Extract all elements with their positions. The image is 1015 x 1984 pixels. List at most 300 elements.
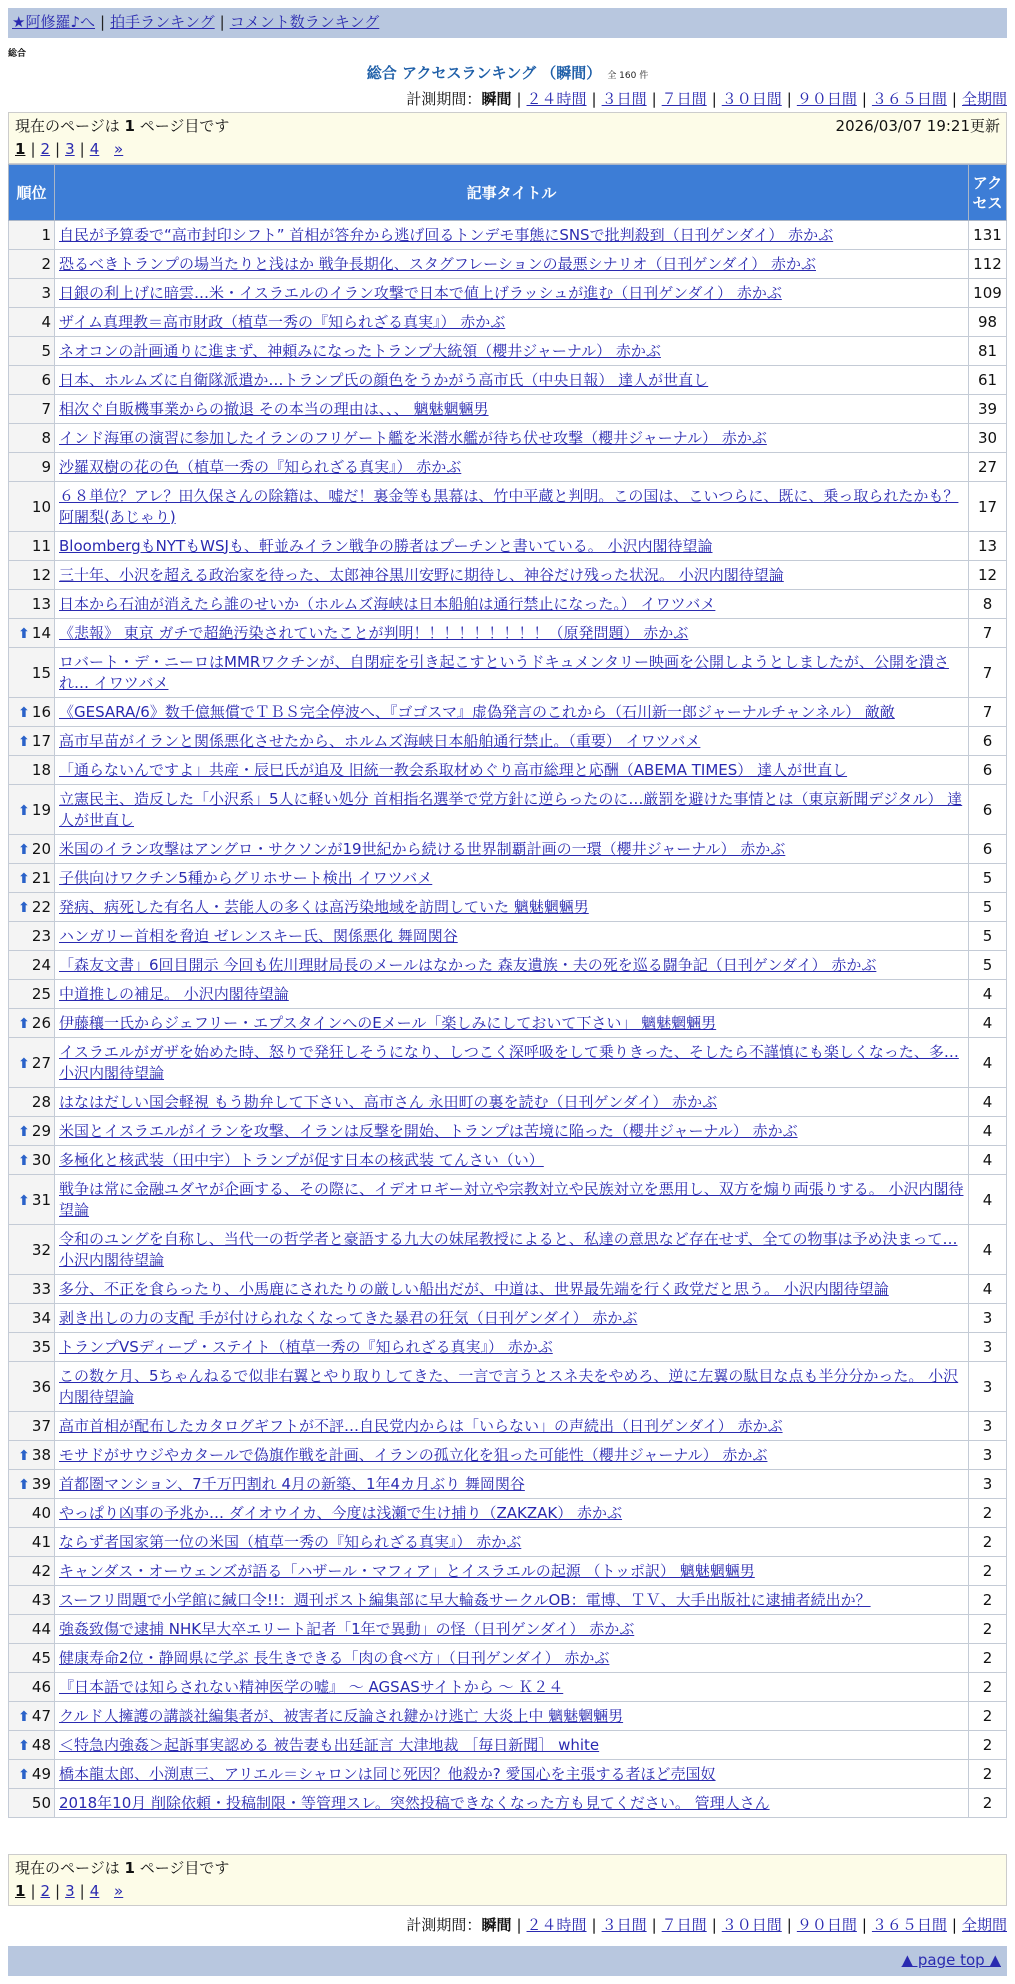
title-cell: [55, 727, 969, 756]
access-count: 2: [969, 1731, 1007, 1760]
title-cell: [55, 1441, 969, 1470]
access-count: 30: [969, 424, 1007, 453]
article-title-link[interactable]: イスラエルがガザを始めた時、怒りで発狂しそうになり、しつこく深呼吸をして乗りきった、そしたら不謹慎にも楽しくなった、多… 小沢内閣待望論: [59, 1042, 959, 1082]
table-row: [9, 482, 1007, 532]
article-title-link[interactable]: 子供向けワクチン5種からグリホサート検出 イワツバメ: [59, 868, 433, 887]
title-column-header: 記事タイトル: [55, 165, 969, 221]
rank-number: 5: [41, 342, 51, 360]
ranking-table: [8, 164, 1007, 1818]
table-row: [9, 1362, 1007, 1412]
table-row: [9, 279, 1007, 308]
access-count: 12: [969, 561, 1007, 590]
article-title-link[interactable]: ＜特急内強姦＞起訴事実認める 被告妻も出廷証言 大津地裁 ［毎日新聞］ white: [59, 1735, 600, 1754]
rank-number: 24: [31, 956, 51, 974]
title-cell: [55, 1615, 969, 1644]
table-row: [9, 835, 1007, 864]
title-cell: [55, 1528, 969, 1557]
rank-number: 43: [31, 1591, 51, 1609]
access-count: 4: [969, 1225, 1007, 1275]
title-cell: [55, 785, 969, 835]
table-row: [9, 337, 1007, 366]
rank-number: 47: [31, 1707, 51, 1725]
title-cell: [55, 1789, 969, 1818]
rank-up-arrow-icon: ⬆: [18, 1016, 30, 1032]
rank-number: 45: [31, 1649, 51, 1667]
period-link[interactable]: ７日間: [661, 90, 707, 108]
rank-up-arrow-icon: ⬆: [18, 1709, 30, 1725]
access-count: 2: [969, 1528, 1007, 1557]
article-title-link[interactable]: 立憲民主、造反した「小沢系」5人に軽い処分 首相指名選挙で党方針に逆らったのに…厳罰を避けた事情とは（東京新聞デジタル） 達人が世直し: [59, 789, 963, 829]
title-cell: [55, 532, 969, 561]
rank-cell: [9, 1088, 55, 1117]
home-link[interactable]: ★阿修羅♪へ: [12, 13, 96, 31]
rank-cell: [9, 1528, 55, 1557]
pager-link[interactable]: 4: [89, 1882, 100, 1900]
article-title-link[interactable]: 恐るべきトランプの場当たりと浅はか 戦争長期化、スタグフレーションの最悪シナリオ（日刊ゲンダイ） 赤かぶ: [59, 254, 816, 273]
period-label: 計測期間：: [406, 90, 482, 108]
rank-cell: [9, 1789, 55, 1818]
article-title-link[interactable]: 「通らないんですよ」共産・辰巳氏が追及 旧統一教会系取材めぐり高市総理と応酬（ABEMA TIMES） 達人が世直し: [59, 760, 848, 779]
title-cell: [55, 980, 969, 1009]
article-title-link[interactable]: 多極化と核武装（田中宇）トランプが促す日本の核武装 てんさい（い）: [59, 1150, 544, 1169]
access-count: 98: [969, 308, 1007, 337]
rank-number: 25: [31, 985, 51, 1003]
period-link[interactable]: ３日間: [601, 90, 647, 108]
access-count: 6: [969, 785, 1007, 835]
rank-number: 7: [41, 400, 51, 418]
rank-cell: [9, 453, 55, 482]
rank-cell: [9, 337, 55, 366]
article-title-link[interactable]: 中道推しの補足。 小沢内閣待望論: [59, 984, 289, 1003]
pager-link[interactable]: 2: [40, 1882, 51, 1900]
title-cell: [55, 1557, 969, 1586]
rank-cell: [9, 395, 55, 424]
rank-cell: [9, 648, 55, 698]
pager-link[interactable]: 3: [65, 140, 75, 158]
article-title-link[interactable]: 健康寿命2位・静岡県に学ぶ 長生きできる「肉の食べ方」（日刊ゲンダイ） 赤かぶ: [59, 1648, 610, 1667]
rank-up-arrow-icon: ⬆: [18, 1767, 30, 1783]
article-title-link[interactable]: ハンガリー首相を脅迫 ゼレンスキー氏、関係悪化 舞岡関谷: [59, 926, 458, 945]
table-row: [9, 366, 1007, 395]
article-title-link[interactable]: 首都圏マンション、7千万円割れ 4月の新築、1年4カ月ぶり 舞岡関谷: [59, 1474, 525, 1493]
title-cell: [55, 1499, 969, 1528]
rank-cell: [9, 756, 55, 785]
rank-number: 23: [31, 927, 51, 945]
period-link[interactable]: ３日間: [601, 1916, 647, 1934]
access-count: 3: [969, 1470, 1007, 1499]
title-cell: [55, 279, 969, 308]
access-count: 8: [969, 590, 1007, 619]
access-count: 5: [969, 951, 1007, 980]
page-top-link[interactable]: ▲ page top ▲: [901, 1951, 1001, 1969]
title-cell: [55, 698, 969, 727]
access-count: 4: [969, 1275, 1007, 1304]
title-cell: [55, 1225, 969, 1275]
title-cell: [55, 1673, 969, 1702]
rank-cell: [9, 922, 55, 951]
category-label: 総合: [8, 49, 27, 59]
access-count: 39: [969, 395, 1007, 424]
pager-current: 1: [15, 1882, 26, 1900]
rank-cell: [9, 1146, 55, 1175]
access-count: 131: [969, 221, 1007, 250]
rank-up-arrow-icon: ⬆: [18, 1192, 30, 1209]
title-cell: [55, 482, 969, 532]
table-row: [9, 1441, 1007, 1470]
table-row: [9, 532, 1007, 561]
rank-up-arrow-icon: ⬆: [18, 1477, 30, 1493]
title-cell: [55, 1117, 969, 1146]
table-row: [9, 648, 1007, 698]
rank-cell: [9, 561, 55, 590]
title-cell: [55, 250, 969, 279]
article-title-link[interactable]: 剥き出しの力の支配 手が付けられなくなってきた暴君の狂気（日刊ゲンダイ） 赤かぶ: [59, 1308, 638, 1327]
rank-number: 34: [31, 1309, 51, 1327]
rank-number: 42: [31, 1562, 51, 1580]
access-count: 4: [969, 980, 1007, 1009]
rank-cell: [9, 1441, 55, 1470]
rank-number: 26: [31, 1014, 51, 1032]
rank-number: 2: [41, 255, 51, 273]
rank-number: 12: [31, 566, 51, 584]
rank-up-arrow-icon: ⬆: [18, 705, 30, 721]
rank-cell: [9, 1586, 55, 1615]
rank-number: 6: [41, 371, 51, 389]
access-count: 2: [969, 1499, 1007, 1528]
rank-number: 21: [31, 869, 51, 887]
article-title-link[interactable]: 日銀の利上げに暗雲…米・イスラエルのイラン攻撃で日本で値上げラッシュが進む（日刊ゲンダイ） 赤かぶ: [59, 283, 782, 302]
table-row: [9, 785, 1007, 835]
title-cell: [55, 1731, 969, 1760]
rank-cell: [9, 727, 55, 756]
table-row: [9, 308, 1007, 337]
title-cell: [55, 424, 969, 453]
rank-up-arrow-icon: ⬆: [18, 1124, 30, 1140]
article-title-link[interactable]: 《GESARA/6》数千億無償でＴＢＳ完全停波へ、『ゴゴスマ』虚偽発言のこれから（石川新一郎ジャーナルチャンネル） 敵敵: [59, 702, 895, 721]
title-cell: [55, 1586, 969, 1615]
article-title-link[interactable]: 三十年、小沢を超える政治家を待った、太郎神谷黒川安野に期待し、神谷だけ残った状況。 小沢内閣待望論: [59, 565, 784, 584]
rank-number: 50: [31, 1794, 51, 1812]
rank-cell: [9, 864, 55, 893]
article-title-link[interactable]: 高市早苗がイランと関係悪化させたから、ホルムズ海峡日本船舶通行禁止。（重要） イワツバメ: [59, 731, 701, 750]
rank-cell: [9, 1731, 55, 1760]
rank-number: 18: [31, 761, 51, 779]
access-count: 4: [969, 1146, 1007, 1175]
access-count: 2: [969, 1760, 1007, 1789]
rank-column-header: 順位: [9, 165, 55, 221]
access-count: 61: [969, 366, 1007, 395]
rank-number: 14: [31, 624, 51, 642]
pager-link[interactable]: 4: [89, 140, 100, 158]
rank-cell: [9, 366, 55, 395]
table-row: [9, 1275, 1007, 1304]
rank-cell: [9, 279, 55, 308]
clap-ranking-link[interactable]: 拍手ランキング: [110, 13, 215, 31]
rank-number: 29: [31, 1122, 51, 1140]
rank-cell: [9, 785, 55, 835]
article-title-link[interactable]: クルド人擁護の講談社編集者が、被害者に反論され鍵かけ逃亡 大炎上中 魑魅魍魎男: [59, 1706, 624, 1725]
article-title-link[interactable]: ロバート・デ・ニーロはMMRワクチンが、自閉症を引き起こすというドキュメンタリー映画を公開しようとしましたが、公開を潰され… イワツバメ: [59, 652, 949, 692]
rank-cell: [9, 1557, 55, 1586]
access-count: 2: [969, 1557, 1007, 1586]
title-cell: [55, 395, 969, 424]
period-link[interactable]: ３６５日間: [871, 1916, 947, 1934]
rank-number: 8: [41, 429, 51, 447]
rank-number: 3: [41, 284, 51, 302]
article-title-link[interactable]: 日本、ホルムズに自衛隊派遣か…トランプ氏の顔色をうかがう高市氏（中央日報） 達人が世直し: [59, 370, 709, 389]
article-title-link[interactable]: 沙羅双樹の花の色（植草一秀の『知られざる真実』） 赤かぶ: [59, 457, 462, 476]
title-cell: [55, 366, 969, 395]
table-row: [9, 756, 1007, 785]
rank-up-arrow-icon: ⬆: [18, 1055, 30, 1072]
title-cell: [55, 453, 969, 482]
access-count: 5: [969, 893, 1007, 922]
rank-cell: [9, 619, 55, 648]
rank-up-arrow-icon: ⬆: [18, 1448, 30, 1464]
rank-number: 46: [31, 1678, 51, 1696]
access-count: 3: [969, 1333, 1007, 1362]
table-row: [9, 864, 1007, 893]
article-title-link[interactable]: スーフリ問題で小学館に緘口令!!：週刊ポスト編集部に早大輪姦サークルOB：電博、ＴＶ、大手出版社に逮捕者続出か？: [59, 1590, 871, 1609]
rank-cell: [9, 1333, 55, 1362]
count-column-header: アクセス: [969, 165, 1007, 221]
period-link[interactable]: ３０日間: [721, 1916, 782, 1934]
table-row: [9, 727, 1007, 756]
title-cell: [55, 922, 969, 951]
article-title-link[interactable]: 多分、不正を食らったり、小馬鹿にされたりの厳しい船出だが、中道は、世界最先端を行く政党だと思う。 小沢内閣待望論: [59, 1279, 889, 1298]
article-title-link[interactable]: 令和のユングを自称し、当代一の哲学者と豪語する九大の妹尾教授によると、私達の意思など存在せず、全ての物事は予め決まって… 小沢内閣待望論: [59, 1229, 958, 1269]
article-title-link[interactable]: 発病、病死した有名人・芸能人の多くは高汚染地域を訪問していた 魑魅魍魎男: [59, 897, 589, 916]
pager: 1 | 2 | 3 | 4 »: [15, 1882, 124, 1900]
pager-link[interactable]: 3: [65, 1882, 75, 1900]
article-title-link[interactable]: モサドがサウジやカタールで偽旗作戦を計画、イランの孤立化を狙った可能性（櫻井ジャーナル） 赤かぶ: [59, 1445, 768, 1464]
rank-number: 20: [31, 840, 51, 858]
table-row: [9, 922, 1007, 951]
table-row: [9, 980, 1007, 1009]
access-count: 4: [969, 1175, 1007, 1225]
rank-cell: [9, 1412, 55, 1441]
rank-number: 1: [41, 226, 51, 244]
rank-number: 19: [31, 800, 51, 819]
access-count: 5: [969, 922, 1007, 951]
article-title-link[interactable]: 「森友文書」6回目開示 今回も佐川理財局長のメールはなかった 森友遺族・夫の死を巡る闘争記（日刊ゲンダイ） 赤かぶ: [59, 955, 877, 974]
period-link[interactable]: ２４時間: [526, 1916, 587, 1934]
rank-number: 32: [31, 1240, 51, 1259]
rank-cell: [9, 482, 55, 532]
table-row: [9, 590, 1007, 619]
access-count: 7: [969, 619, 1007, 648]
title-cell: [55, 1702, 969, 1731]
comment-ranking-link[interactable]: コメント数ランキング: [229, 13, 380, 31]
table-row: [9, 1470, 1007, 1499]
period-link[interactable]: ９０日間: [796, 1916, 857, 1934]
period-current: 瞬間: [481, 90, 512, 108]
pager-link[interactable]: 2: [40, 140, 51, 158]
access-count: 2: [969, 1615, 1007, 1644]
rank-cell: [9, 250, 55, 279]
pager: 1 | 2 | 3 | 4 »: [15, 140, 124, 158]
access-count: 81: [969, 337, 1007, 366]
table-row: [9, 395, 1007, 424]
table-row: [9, 221, 1007, 250]
title-cell: [55, 1760, 969, 1789]
access-count: 6: [969, 727, 1007, 756]
access-count: 7: [969, 698, 1007, 727]
title-cell: [55, 1304, 969, 1333]
article-title-link[interactable]: 相次ぐ自販機事業からの撤退 その本当の理由は、、、 魑魅魍魎男: [59, 399, 489, 418]
title-cell: [55, 619, 969, 648]
access-count: 112: [969, 250, 1007, 279]
article-title-link[interactable]: キャンダス・オーウェンズが語る「ハザール・マフィア」とイスラエルの起源 （トッポ訳） 魑魅魍魎男: [59, 1561, 755, 1580]
rank-cell: [9, 1009, 55, 1038]
article-title-link[interactable]: 《悲報》 東京 ガチで超絶汚染されていたことが判明！！！！！！！！！（原発問題） 赤かぶ: [59, 623, 689, 642]
rank-cell: [9, 1304, 55, 1333]
article-title-link[interactable]: ６８単位？アレ？田久保さんの除籍は、嘘だ！裏金等も黒幕は、竹中平蔵と判明。この国は、こいつらに、既に、乗っ取られたかも？ 阿闍梨(あじゃり): [59, 486, 959, 526]
article-title-link[interactable]: ならず者国家第一位の米国（植草一秀の『知られざる真実』） 赤かぶ: [59, 1532, 522, 1551]
period-link[interactable]: ３６５日間: [871, 90, 947, 108]
rank-up-arrow-icon: ⬆: [18, 871, 30, 887]
title-cell: [55, 1362, 969, 1412]
title-cell: [55, 1412, 969, 1441]
rank-number: 27: [31, 1053, 51, 1072]
rank-cell: [9, 1615, 55, 1644]
rank-up-arrow-icon: ⬆: [18, 734, 30, 750]
rank-up-arrow-icon: ⬆: [18, 1153, 30, 1169]
rank-number: 28: [31, 1093, 51, 1111]
title-cell: [55, 337, 969, 366]
article-title-link[interactable]: インド海軍の演習に参加したイランのフリゲート艦を米潜水艦が待ち伏せ攻撃（櫻井ジャーナル） 赤かぶ: [59, 428, 767, 447]
access-count: 6: [969, 835, 1007, 864]
access-count: 7: [969, 648, 1007, 698]
rank-cell: [9, 1499, 55, 1528]
period-link[interactable]: ７日間: [661, 1916, 707, 1934]
table-row: [9, 619, 1007, 648]
pager-current: 1: [15, 140, 26, 158]
table-row: [9, 698, 1007, 727]
period-link[interactable]: ２４時間: [526, 90, 587, 108]
rank-number: 44: [31, 1620, 51, 1638]
rank-cell: [9, 532, 55, 561]
article-title-link[interactable]: ネオコンの計画通りに進まず、神頼みになったトランプ大統領（櫻井ジャーナル） 赤かぶ: [59, 341, 661, 360]
article-title-link[interactable]: 高市首相が配布したカタログギフトが不評…自民党内からは「いらない」の声続出（日刊ゲンダイ） 赤かぶ: [59, 1416, 783, 1435]
period-link[interactable]: 全期間: [961, 1916, 1007, 1934]
period-link[interactable]: 全期間: [961, 90, 1007, 108]
article-title-link[interactable]: 自民が予算委で“高市封印シフト” 首相が答弁から逃げ回るトンデモ事態にSNSで批判殺到（日刊ゲンダイ） 赤かぶ: [59, 225, 834, 244]
rank-number: 4: [41, 313, 51, 331]
access-count: 17: [969, 482, 1007, 532]
rank-cell: [9, 1275, 55, 1304]
table-row: [9, 893, 1007, 922]
rank-cell: [9, 835, 55, 864]
title-cell: [55, 1088, 969, 1117]
title-cell: [55, 1333, 969, 1362]
rank-number: 49: [31, 1765, 51, 1783]
rank-number: 9: [41, 458, 51, 476]
title-cell: [55, 1644, 969, 1673]
rank-up-arrow-icon: ⬆: [18, 842, 30, 858]
article-title-link[interactable]: BloombergもNYTもWSJも、軒並みイラン戦争の勝者はプーチンと書いている。 小沢内閣待望論: [59, 536, 713, 555]
table-row: [9, 1333, 1007, 1362]
rank-number: 30: [31, 1151, 51, 1169]
article-title-link[interactable]: はなはだしい国会軽視 もう勘弁して下さい、高市さん 永田町の裏を読む（日刊ゲンダイ） 赤かぶ: [59, 1092, 718, 1111]
rank-cell: [9, 980, 55, 1009]
rank-number: 22: [31, 898, 51, 916]
access-count: 3: [969, 1412, 1007, 1441]
table-row: [9, 1760, 1007, 1789]
rank-number: 31: [31, 1190, 51, 1209]
title-cell: [55, 1009, 969, 1038]
access-count: 4: [969, 1088, 1007, 1117]
period-link[interactable]: ９０日間: [796, 90, 857, 108]
article-title-link[interactable]: ザイム真理教＝高市財政（植草一秀の『知られざる真実』） 赤かぶ: [59, 312, 506, 331]
rank-cell: [9, 1760, 55, 1789]
access-count: 109: [969, 279, 1007, 308]
article-title-link[interactable]: 伊藤穰一氏からジェフリー・エプスタインへのEメール「楽しみにしておいて下さい」 魑魅魍魎男: [59, 1013, 717, 1032]
access-count: 2: [969, 1789, 1007, 1818]
heading-text: 総合 アクセスランキング （瞬間）: [366, 64, 602, 82]
article-title-link[interactable]: トランプVSディープ・ステイト（植草一秀の『知られざる真実』） 赤かぶ: [59, 1337, 553, 1356]
access-count: 6: [969, 756, 1007, 785]
article-title-link[interactable]: 米国とイスラエルがイランを攻撃、イランは反撃を開始、トランプは苦境に陥った（櫻井ジャーナル） 赤かぶ: [59, 1121, 798, 1140]
rank-up-arrow-icon: ⬆: [18, 802, 30, 819]
article-title-link[interactable]: やっぱり凶事の予兆か… ダイオウイカ、今度は浅瀬で生け捕り（ZAKZAK） 赤かぶ: [59, 1503, 623, 1522]
title-cell: [55, 590, 969, 619]
rank-cell: [9, 1362, 55, 1412]
rank-cell: [9, 1702, 55, 1731]
rank-number: 13: [31, 595, 51, 613]
table-row: [9, 1702, 1007, 1731]
rank-number: 10: [31, 497, 51, 516]
article-title-link[interactable]: 戦争は常に金融ユダヤが企画する、その際に、イデオロギー対立や宗教対立や民族対立を悪用し、双方を煽り両張りする。 小沢内閣待望論: [59, 1179, 964, 1219]
article-title-link[interactable]: 『日本語では知らされない精神医学の嘘』 〜 AGSASサイトから 〜 Ｋ２４: [59, 1677, 564, 1696]
current-page-text: 現在のページは 1 ページ目です: [15, 1859, 230, 1877]
period-link[interactable]: ３０日間: [721, 90, 782, 108]
title-cell: [55, 756, 969, 785]
article-title-link[interactable]: 日本から石油が消えたら誰のせいか（ホルムズ海峡は日本船舶は通行禁止になった。） イワツバメ: [59, 594, 716, 613]
article-title-link[interactable]: この数ケ月、5ちゃんねるで似非右翼とやり取りしてきた、一言で言うとスネ夫をやめろ、逆に左翼の駄目な点も半分分かった。 小沢内閣待望論: [59, 1366, 959, 1406]
article-title-link[interactable]: 2018年10月 削除依頼・投稿制限・等管理スレ。突然投稿できなくなった方も見てください。 管理人さん: [59, 1793, 770, 1812]
rank-number: 36: [31, 1377, 51, 1396]
total-count: 全 160 件: [607, 71, 649, 81]
table-row: [9, 1304, 1007, 1333]
table-row: [9, 951, 1007, 980]
rank-number: 17: [31, 732, 51, 750]
table-row: [9, 1499, 1007, 1528]
pager-next[interactable]: »: [114, 140, 124, 158]
article-title-link[interactable]: 強姦致傷で逮捕 NHK早大卒エリート記者「1年で異動」の怪（日刊ゲンダイ） 赤かぶ: [59, 1619, 635, 1638]
rank-number: 35: [31, 1338, 51, 1356]
rank-up-arrow-icon: ⬆: [18, 626, 30, 642]
article-title-link[interactable]: 橋本龍太郎、小渕恵三、アリエル＝シャロンは同じ死因？他殺か? 愛国心を主張する者ほど売国奴: [59, 1764, 716, 1783]
access-count: 3: [969, 1441, 1007, 1470]
pager-next[interactable]: »: [114, 1882, 124, 1900]
table-row: [9, 1557, 1007, 1586]
article-title-link[interactable]: 米国のイラン攻撃はアングロ・サクソンが19世紀から続ける世界制覇計画の一環（櫻井ジャーナル） 赤かぶ: [59, 839, 786, 858]
rank-up-arrow-icon: ⬆: [18, 900, 30, 916]
title-cell: [55, 1275, 969, 1304]
rank-number: 11: [31, 537, 51, 555]
rank-cell: [9, 590, 55, 619]
rank-up-arrow-icon: ⬆: [18, 1738, 30, 1754]
table-row: [9, 1673, 1007, 1702]
rank-number: 16: [31, 703, 51, 721]
rank-cell: [9, 1673, 55, 1702]
title-cell: [55, 561, 969, 590]
rank-cell: [9, 1644, 55, 1673]
table-row: [9, 250, 1007, 279]
rank-cell: [9, 1175, 55, 1225]
page-info-top: [8, 112, 1007, 164]
